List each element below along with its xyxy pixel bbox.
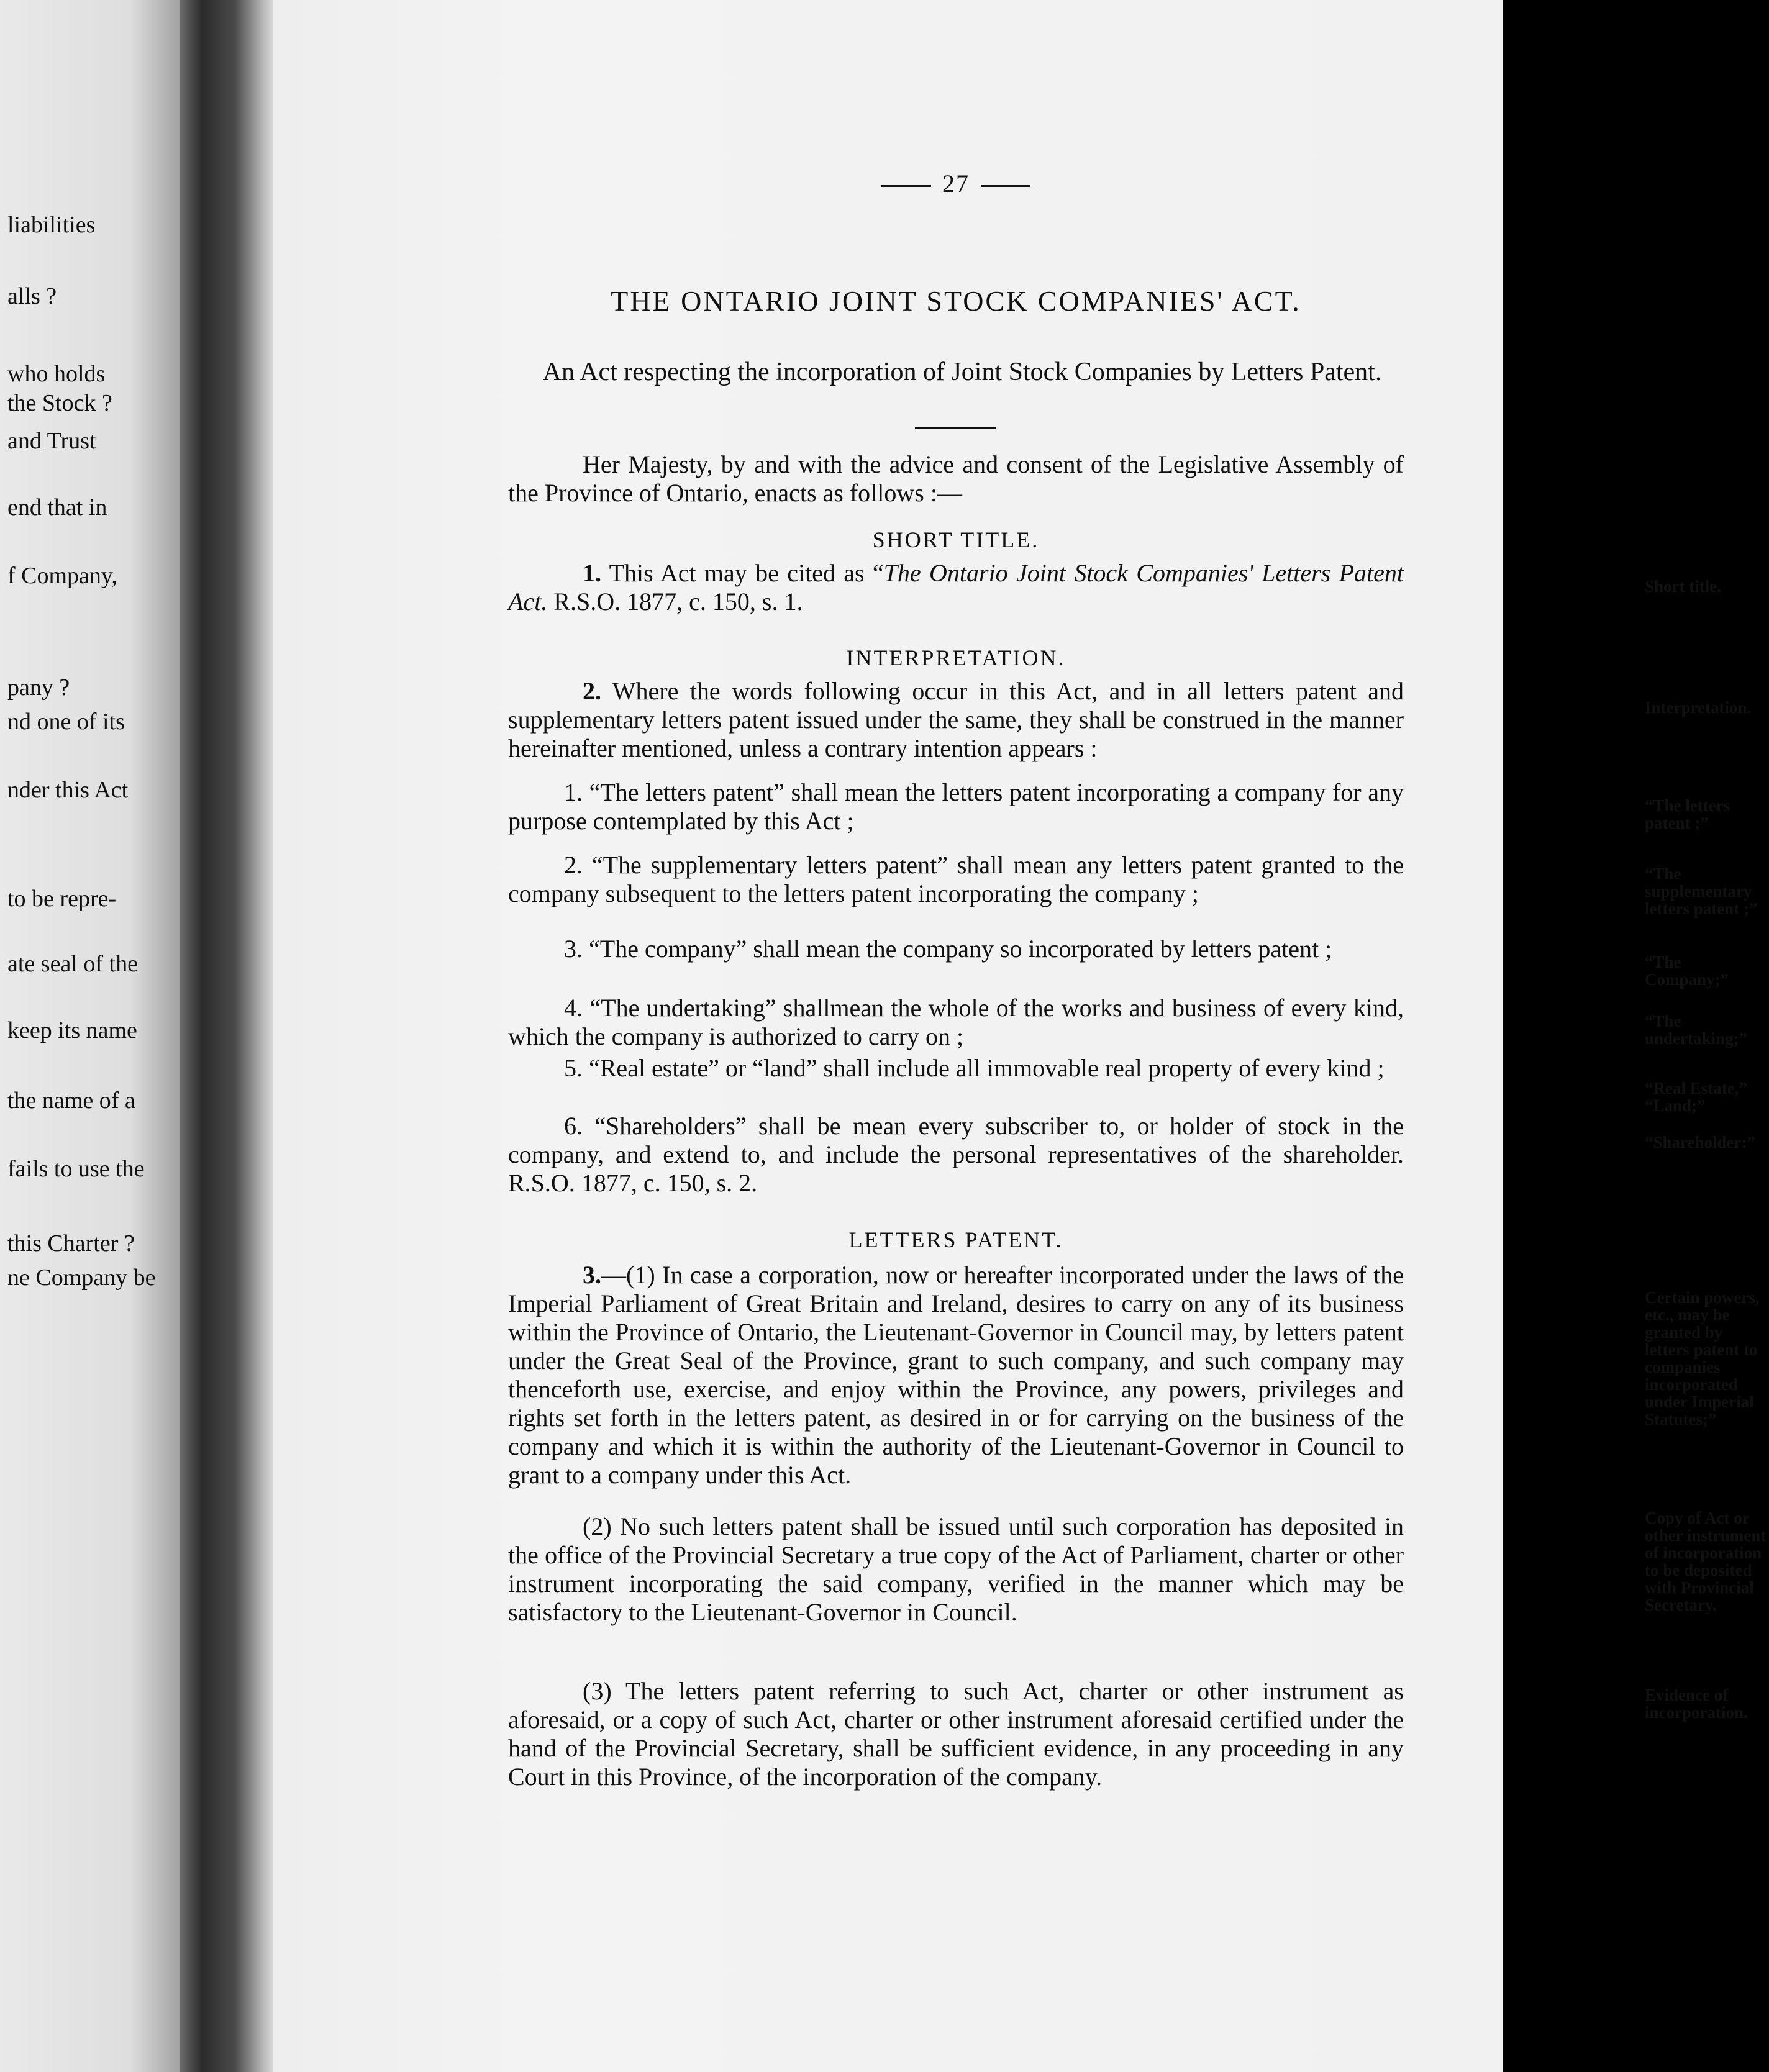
facing-text-line: liabilities xyxy=(7,212,96,238)
page-number: 27 xyxy=(508,169,1404,198)
margin-note: Short title. xyxy=(1645,577,1721,596)
margin-note: “The undertaking;” xyxy=(1645,1012,1748,1048)
definition-item: 6. “Shareholders” shall be mean every subscriber to, or holder of stock in the company, and extend to, and include the personal representatives of the shareholder. R.S.O. 1877, c. 150, s. 2. xyxy=(508,1112,1404,1197)
facing-text-line: and Trust xyxy=(7,428,96,454)
title-rule xyxy=(915,427,996,429)
book-gutter xyxy=(180,0,280,2072)
facing-text-line: pany ? xyxy=(7,675,70,701)
enacting-clause: Her Majesty, by and with the advice and consent of the Legislative Assembly of the Province of Ontario, enacts as follows :— xyxy=(508,450,1404,507)
definition-item: 3. “The company” shall mean the company so incorporated by letters patent ; xyxy=(564,935,1332,963)
facing-text-line: this Charter ? xyxy=(7,1230,135,1256)
margin-note: “Real Estate,” “Land;” xyxy=(1645,1079,1747,1115)
margin-note: “Shareholder:” xyxy=(1645,1133,1756,1152)
section-1: 1. This Act may be cited as “The Ontario Joint Stock Companies' Letters Patent Act. R.S.O. 1877, c. 150, s. 1. xyxy=(508,559,1404,616)
margin-note: “The Company;” xyxy=(1645,953,1729,989)
facing-text-line: alls ? xyxy=(7,283,57,309)
facing-text-line: the Stock ? xyxy=(7,390,112,416)
facing-text-line: f Company, xyxy=(7,563,117,589)
section-heading-short-title: SHORT TITLE. xyxy=(872,527,1040,552)
margin-note: Evidence of incorporation. xyxy=(1645,1686,1748,1722)
act-title: THE ONTARIO JOINT STOCK COMPANIES' ACT. xyxy=(611,285,1301,317)
section-3-3: (3) The letters patent referring to such Act, charter or other instrument as aforesaid, or a copy of such Act, charter or other instrument aforesaid certified under the hand of the Provincial Secretary, shall be sufficient evidence, in any proceeding in any Court in this Province, of the incorporation of the company. xyxy=(508,1677,1404,1791)
facing-text-line: ate seal of the xyxy=(7,951,138,977)
page-edge-shadow xyxy=(1503,0,1548,2072)
facing-text-line: ne Company be xyxy=(7,1265,156,1291)
section-heading-interpretation: INTERPRETATION. xyxy=(846,645,1066,670)
facing-text-line: fails to use the xyxy=(7,1156,145,1182)
facing-text-line: nd one of its xyxy=(7,709,125,735)
margin-note: Interpretation. xyxy=(1645,698,1752,717)
section-heading-letters-patent: LETTERS PATENT. xyxy=(848,1227,1063,1252)
section-3-1: 3.—(1) In case a corporation, now or hereafter incorporated under the laws of the Imperial Parliament of Great Britain and Ireland, desires to carry on any of its business within the Province of Ontario, the Lieutenant-Governor in Council may, by letters patent under the Great Seal of the Province, grant to such company, and such company may thenceforth use, exercise, and enjoy within the Province, any powers, privileges and rights set forth in the letters patent, as desired in or for carrying on the business of the company and which it is within the authority of the Lieutenant-Governor in Council to grant to a company under this Act. xyxy=(508,1261,1404,1489)
definition-item: 5. “Real estate” or “land” shall include all immovable real property of every kind ; xyxy=(564,1054,1385,1082)
section-2: 2. Where the words following occur in this Act, and in all letters patent and supplementary letters patent issued under the same, they shall be construed in the manner hereinafter mentioned, unless a contrary intention appears : xyxy=(508,677,1404,762)
facing-text-line: nder this Act xyxy=(7,777,129,803)
section-3-2: (2) No such letters patent shall be issued until such corporation has deposited in the office of the Provincial Secretary a true copy of the Act of Parliament, charter or other instrument incorporating the said company, verified in the manner which may be satisfactory to the Lieutenant-Governor in Council. xyxy=(508,1512,1404,1626)
act-subtitle: An Act respecting the incorporation of Joint Stock Companies by Letters Patent. xyxy=(542,358,1382,386)
margin-note: Copy of Act or other instrument of incorporation to be deposited with Provincial Secretary. xyxy=(1645,1509,1767,1614)
margin-note: Certain powers, etc., may be granted by letters patent to companies incorporated under Imperial Statutes;” xyxy=(1645,1288,1760,1429)
facing-text-line: to be repre- xyxy=(7,886,117,912)
margin-note: “The letters patent ;” xyxy=(1645,796,1730,832)
definition-item: 2. “The supplementary letters patent” shall mean any letters patent granted to the company subsequent to the letters patent incorporating the company ; xyxy=(508,851,1404,907)
facing-page xyxy=(0,0,186,2072)
document-page xyxy=(273,0,1767,2072)
facing-text-line: end that in xyxy=(7,494,107,520)
page-body xyxy=(508,0,1767,2072)
definition-item: 1. “The letters patent” shall mean the letters patent incorporating a company for any purpose contemplated by this Act ; xyxy=(508,778,1404,835)
facing-text-line: keep its name xyxy=(7,1017,137,1043)
margin-note: “The supplementary letters patent ;” xyxy=(1645,865,1758,918)
facing-text-line: who holds xyxy=(7,361,106,387)
definition-item: 4. “The undertaking” shallmean the whole of the works and business of every kind, which the company is authorized to carry on ; xyxy=(508,994,1404,1050)
facing-text-line: the name of a xyxy=(7,1088,135,1114)
